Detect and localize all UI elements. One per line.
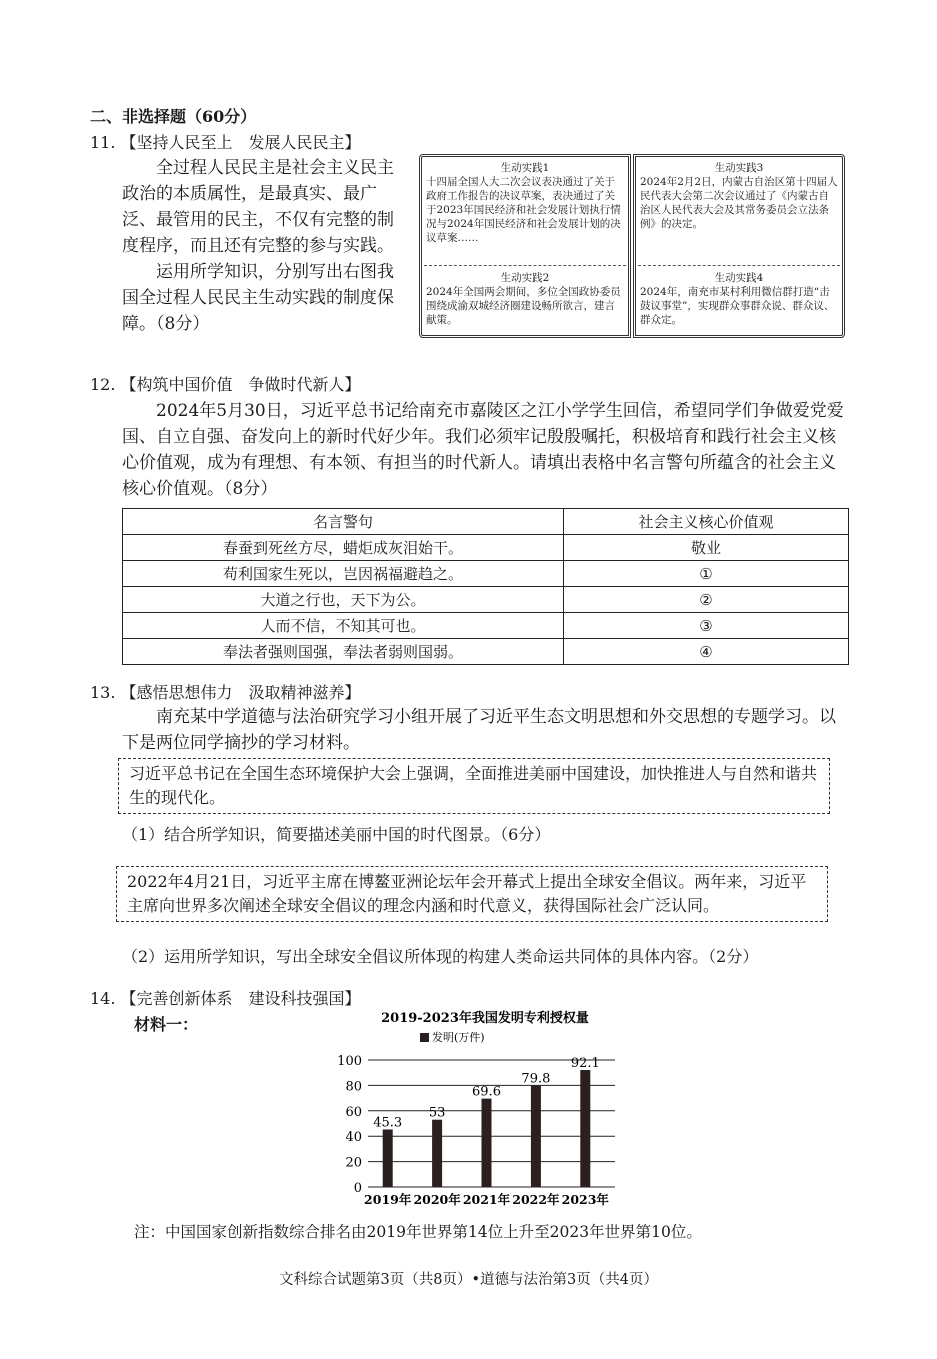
book-right-page [633, 154, 845, 338]
bar [432, 1120, 442, 1187]
table-row [123, 613, 849, 639]
practice1-title: 生动实践1 [500, 162, 550, 174]
practice3-title: 生动实践3 [714, 162, 764, 174]
practice-book-illustration [415, 140, 850, 345]
q13-number: 13. [90, 683, 116, 702]
data-label: 69.6 [472, 1084, 501, 1100]
chart-title: 2019-2023年我国发明专利授权量 [381, 1011, 589, 1026]
table-header: 名言警句 [123, 509, 564, 535]
practice2-text: 2024年全国两会期间，多位全国政协委员围绕成渝双城经济圈建设畅所欲言，建言献策。 [426, 286, 621, 326]
data-label: 92.1 [570, 1056, 600, 1072]
quote-cell: 人而不信，不知其可也。 [123, 613, 564, 639]
q13-title: 【感悟思想伟力 汲取精神滋养】 [120, 683, 361, 702]
bar [580, 1070, 590, 1187]
material-box-1: 习近平总书记在全国生态环境保护大会上强调，全面推进美丽中国建设，加快推进人与自然和谐共生的现代化。 [118, 758, 830, 814]
value-cell: 敬业 [564, 535, 849, 561]
section-title: 二、非选择题（60分） [90, 107, 257, 126]
bar [531, 1086, 541, 1187]
table-row [123, 587, 849, 613]
data-label: 45.3 [373, 1115, 403, 1131]
table-row [123, 639, 849, 665]
data-label: 79.8 [521, 1071, 551, 1087]
page-footer: 文科综合试题第3页（共8页）•道德与法治第3页（共4页） [279, 1272, 658, 1288]
legend-swatch [420, 1033, 429, 1042]
x-tick-label: 2019年 [364, 1192, 412, 1207]
q11-heading [90, 130, 361, 153]
q12-title: 【构筑中国价值 争做时代新人】 [120, 375, 361, 394]
q11-para1: 全过程人民民主是社会主义民主政治的本质属性，是最真实、最广泛、最管用的民主，不仅有完整的制度程序，而且还有完整的参与实践。 [122, 158, 394, 256]
q11-para2: 运用所学知识，分别写出右图我国全过程人民民主生动实践的制度保障。（8分） [122, 262, 394, 334]
q14-number: 14. [90, 989, 116, 1008]
values-table [122, 508, 849, 665]
value-cell: ② [564, 587, 849, 613]
bar [383, 1129, 393, 1187]
q13-heading [90, 680, 361, 703]
q11-title: 【坚持人民至上 发展人民民主】 [120, 133, 361, 152]
table-header: 社会主义核心价值观 [564, 509, 849, 535]
y-tick-label: 100 [337, 1054, 362, 1069]
q13-sub1: （1）结合所学知识，简要描述美丽中国的时代图景。（6分） [122, 825, 551, 844]
y-tick-label: 80 [345, 1079, 362, 1095]
practice4-title: 生动实践4 [714, 272, 764, 284]
bar [482, 1099, 492, 1187]
x-tick-label: 2022年 [512, 1192, 560, 1207]
q12-para: 2024年5月30日，习近平总书记给南充市嘉陵区之江小学学生回信，希望同学们争做爱党爱国、自立自强、奋发向上的新时代好少年。我们必须牢记殷殷嘱托，积极培育和践行社会主义核心价值观，成为有理想、有本领、有担当的时代新人。请填出表格中名言警句所蕴含的社会主义核心价值观。（8分） [122, 401, 844, 499]
quote-cell: 大道之行也，天下为公。 [123, 587, 564, 613]
y-tick-label: 20 [345, 1155, 362, 1171]
x-tick-label: 2020年 [413, 1192, 461, 1207]
practice1-text: 十四届全国人大二次会议表决通过了关于政府工作报告的决议草案，表决通过了关于2023年国民经济和社会发展计划执行情况与2024年国民经济和社会发展计划的决议草案…… [426, 176, 621, 244]
q13-sub2: （2）运用所学知识，写出全球安全倡议所体现的构建人类命运共同体的具体内容。（2分） [122, 947, 759, 966]
book-left-page [419, 154, 631, 338]
table-header-row [123, 509, 849, 535]
q11-number: 11. [90, 133, 116, 152]
quote-cell: 苟利国家生死以，岂因祸福避趋之。 [123, 561, 564, 587]
data-label: 53 [428, 1105, 446, 1121]
q14-note: 注：中国国家创新指数综合排名由2019年世界第14位上升至2023年世界第10位。 [134, 1223, 702, 1241]
y-tick-label: 40 [345, 1130, 362, 1146]
practice3-text: 2024年2月2日，内蒙古自治区第十四届人民代表大会第二次会议通过了《内蒙古自治区人民代表大会及其常务委员会立法条例》的决定。 [640, 176, 838, 230]
value-cell: ③ [564, 613, 849, 639]
quote-cell: 奉法者强则国强，奉法者弱则国弱。 [123, 639, 564, 665]
q12-heading [90, 372, 361, 395]
practice2-title: 生动实践2 [500, 272, 550, 284]
material-label: 材料一： [134, 1015, 199, 1034]
x-tick-label: 2023年 [561, 1192, 609, 1207]
legend-label: 发明(万件) [432, 1031, 485, 1044]
table-row [123, 535, 849, 561]
material-box-2: 2022年4月21日，习近平主席在博鳌亚洲论坛年会开幕式上提出全球安全倡议。两年来，习近平主席向世界多次阐述全球安全倡议的理念内涵和时代意义，获得国际社会广泛认同。 [116, 866, 828, 922]
q14-title: 【完善创新体系 建设科技强国】 [120, 989, 361, 1008]
q12-number: 12. [90, 375, 116, 394]
quote-cell: 春蚕到死丝方尽，蜡炬成灰泪始干。 [123, 535, 564, 561]
value-cell: ① [564, 561, 849, 587]
table-row [123, 561, 849, 587]
x-tick-label: 2021年 [462, 1192, 511, 1207]
y-tick-label: 60 [345, 1104, 362, 1120]
q13-para: 南充某中学道德与法治研究学习小组开展了习近平生态文明思想和外交思想的专题学习。以下是两位同学摘抄的学习材料。 [122, 707, 836, 753]
q11-body [122, 155, 404, 337]
y-tick-label: 0 [353, 1181, 362, 1196]
value-cell: ④ [564, 639, 849, 665]
practice4-text: 2024年，南充市某村利用微信群打造“击鼓议事堂”，实现群众事群众说、群众议、群众定。 [640, 286, 835, 326]
patent-bar-chart [320, 1005, 630, 1215]
